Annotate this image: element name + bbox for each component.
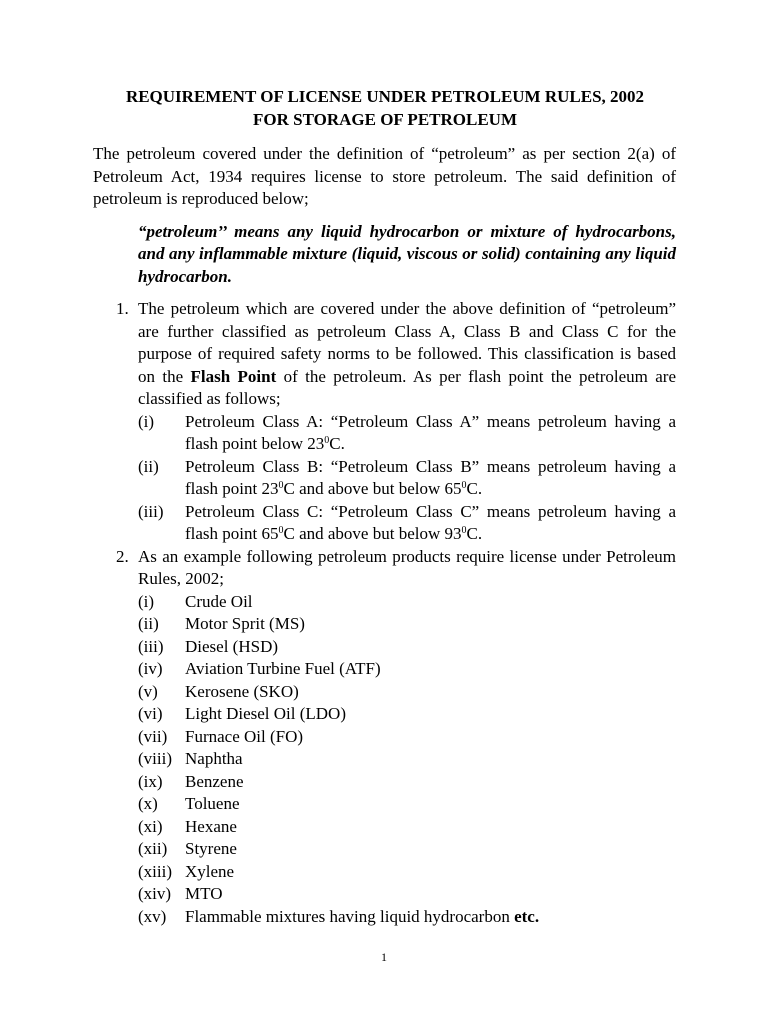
intro-paragraph: The petroleum covered under the definition of “petroleum” as per section 2(a) of Petroleum Act, 1934 requires license to store petroleum. The said definition of petroleum is reproduced below; <box>93 144 676 208</box>
product-item: (xi) Hexane <box>138 816 237 836</box>
flash-point-term: Flash Point <box>190 366 277 386</box>
product-item: (ix) Benzene <box>138 771 244 791</box>
product-item: (ii) Motor Sprit (MS) <box>138 614 305 633</box>
product-item: (xv) Flammable mixtures having liquid hydrocarbon etc. <box>138 906 540 926</box>
title-line-2: FOR STORAGE OF PETROLEUM <box>253 109 517 129</box>
list-item-2 <box>93 546 676 929</box>
product-item: (xii) Styrene <box>138 839 237 858</box>
document-page <box>93 86 676 928</box>
page-number: 1 <box>381 950 387 964</box>
item-1-text: The petroleum which are covered under the above definition of “petroleum” are further classified as petroleum Class A, Class B and Class C for the purpose of required safety norms to be followed. This classification is based on the Flash Point of the petroleum. As per flash point the petroleum are classified as follows; <box>138 299 676 408</box>
product-item: (x) Toluene <box>138 794 240 813</box>
product-item: (v) Kerosene (SKO) <box>138 681 299 701</box>
product-item: (xiv) MTO <box>138 884 223 903</box>
product-item: (viii) Naphtha <box>138 749 243 768</box>
class-list <box>138 411 676 546</box>
list-number: 2. <box>116 546 129 566</box>
list-item-1 <box>93 298 676 546</box>
product-list <box>138 591 676 929</box>
numbered-list <box>93 298 676 928</box>
product-item: (iii) Diesel (HSD) <box>138 636 279 656</box>
class-item: (i) Petroleum Class A: “Petroleum Class A” means petroleum having a flash point below $23^0C$. <box>138 411 676 453</box>
product-item: (i) Crude Oil <box>138 591 253 611</box>
list-number: 1. <box>116 299 129 318</box>
title-line-1: REQUIREMENT OF LICENSE UNDER PETROLEUM RULES, 2002 <box>125 87 645 106</box>
product-item: (xiii) Xylene <box>138 861 235 881</box>
class-item: (iii) Petroleum Class C: “Petroleum Class C” means petroleum having a flash point $65^0C$ and above but below $93^0C$. <box>138 501 676 543</box>
etc-suffix: etc. <box>514 906 540 926</box>
product-item: (vii) Furnace Oil (FO) <box>138 726 304 746</box>
class-item: (ii) Petroleum Class B: “Petroleum Class B” means petroleum having a flash point $23^0C$ and above but below $65^0C$. <box>138 456 676 498</box>
petroleum-definition: “petroleum’’ means any liquid hydrocarbon or mixture of hydrocarbons, and any inflammable mixture (liquid, viscous or solid) containing any liquid hydrocarbon. <box>138 221 676 286</box>
document-title <box>85 86 685 131</box>
product-item: (iv) Aviation Turbine Fuel (ATF) <box>138 659 381 678</box>
product-item: (vi) Light Diesel Oil (LDO) <box>138 704 346 723</box>
item-2-text: As an example following petroleum products require license under Petroleum Rules, 2002; <box>138 546 676 588</box>
